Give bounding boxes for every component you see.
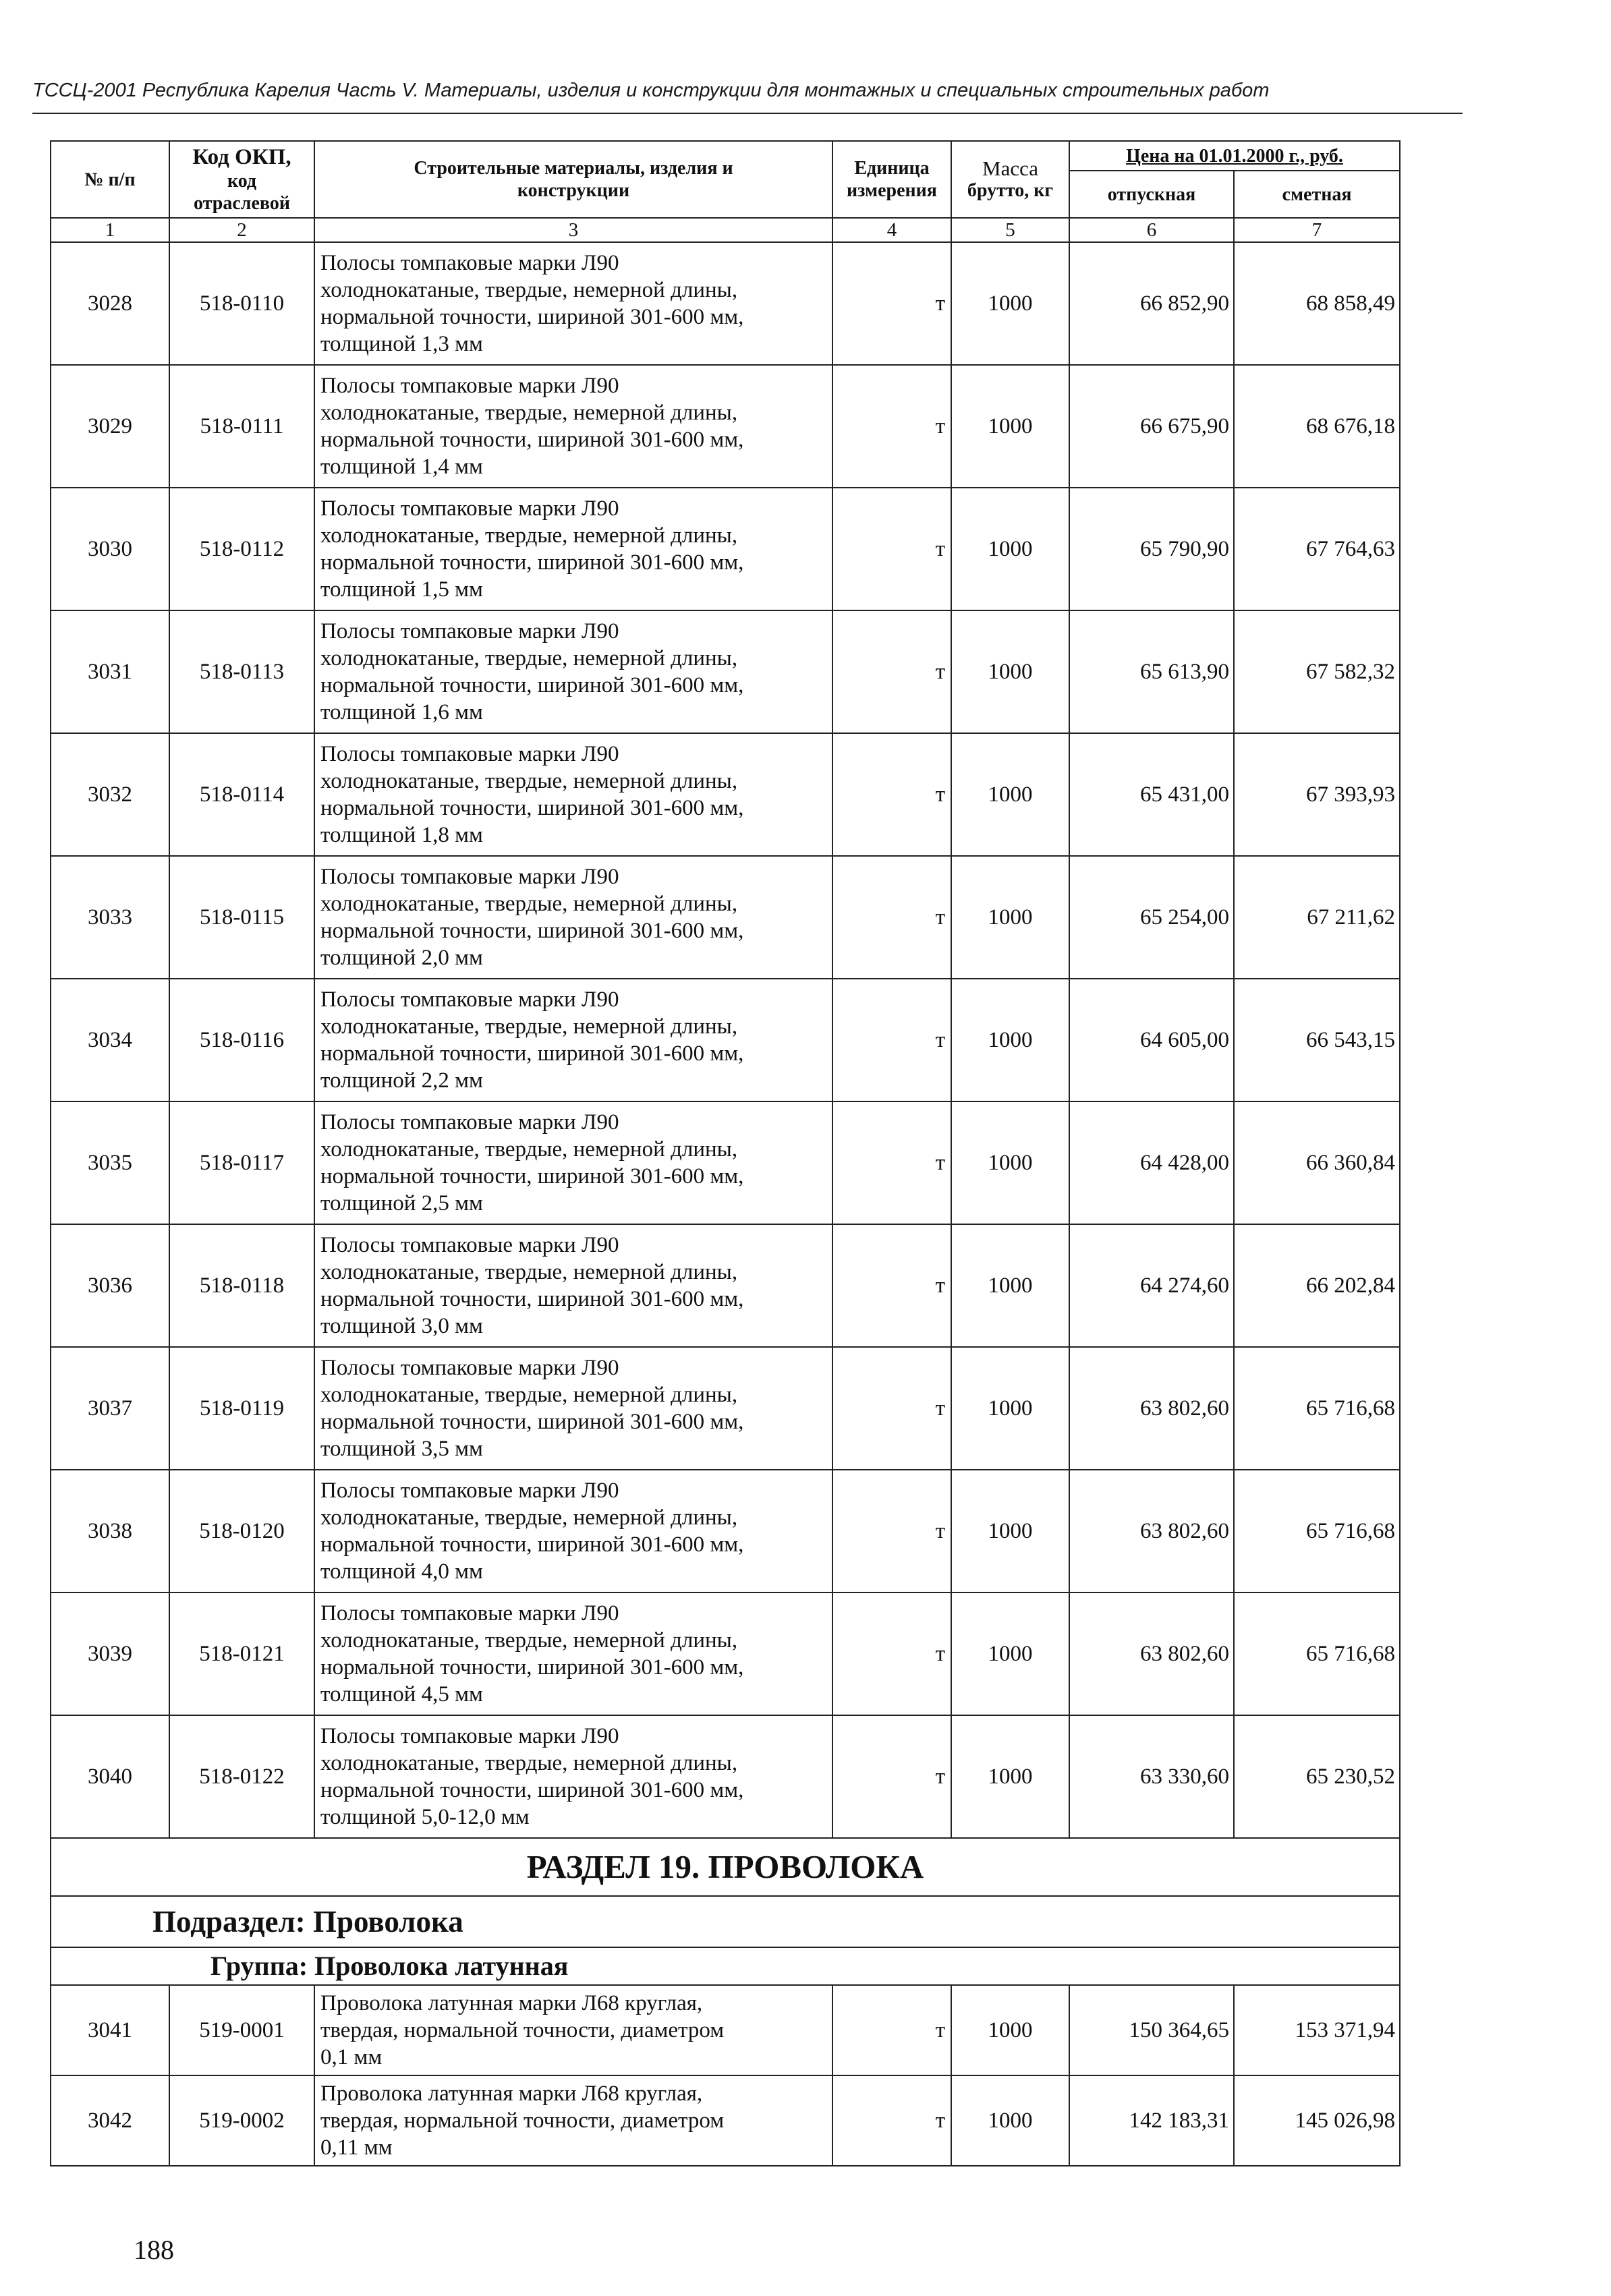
table-row [51, 1470, 1400, 1592]
row-mass: 1000 [951, 365, 1069, 488]
row-code: 518-0111 [169, 365, 314, 488]
row-code: 518-0122 [169, 1715, 314, 1838]
row-unit: т [832, 856, 951, 979]
row-price-estimate: 65 716,68 [1234, 1470, 1400, 1592]
table-row [51, 365, 1400, 488]
row-code: 519-0001 [169, 1985, 314, 2075]
description-line: холоднокатаные, твердые, немерной длины, [320, 1505, 738, 1530]
header-code [169, 141, 314, 218]
row-price-estimate: 66 202,84 [1234, 1224, 1400, 1347]
row-description [314, 1101, 832, 1224]
row-number: 3038 [51, 1470, 169, 1592]
row-unit: т [832, 1592, 951, 1715]
table-row [51, 1715, 1400, 1838]
row-mass: 1000 [951, 1224, 1069, 1347]
header-mass [951, 141, 1069, 218]
page-number: 188 [134, 2235, 174, 2265]
row-price-release: 63 802,60 [1069, 1470, 1234, 1592]
description-line: холоднокатаные, твердые, немерной длины, [320, 1014, 738, 1039]
row-price-estimate: 65 230,52 [1234, 1715, 1400, 1838]
row-mass: 1000 [951, 2075, 1069, 2166]
row-description [314, 488, 832, 610]
row-unit: т [832, 1470, 951, 1592]
row-price-release: 63 330,60 [1069, 1715, 1234, 1838]
description-line: Полосы томпаковые марки Л90 [320, 742, 619, 766]
row-code: 519-0002 [169, 2075, 314, 2166]
row-mass: 1000 [951, 488, 1069, 610]
row-code: 518-0115 [169, 856, 314, 979]
row-description [314, 1985, 832, 2075]
row-description [314, 1347, 832, 1470]
table-row [51, 1224, 1400, 1347]
description-line: Полосы томпаковые марки Л90 [320, 987, 619, 1012]
row-number: 3040 [51, 1715, 169, 1838]
description-line: 0,1 мм [320, 2045, 383, 2069]
description-line: нормальной точности, шириной 301-600 мм, [320, 428, 744, 452]
header-code-line: Код ОКП, [192, 145, 291, 169]
description-line: Полосы томпаковые марки Л90 [320, 865, 619, 889]
group-title: Группа: Проволока латунная [51, 1947, 1400, 1985]
row-unit: т [832, 1224, 951, 1347]
row-unit: т [832, 242, 951, 365]
row-description [314, 610, 832, 733]
description-line: нормальной точности, шириной 301-600 мм, [320, 919, 744, 943]
description-line: холоднокатаные, твердые, немерной длины, [320, 1137, 738, 1161]
table-row [51, 733, 1400, 856]
description-line: толщиной 3,0 мм [320, 1314, 483, 1338]
row-mass: 1000 [951, 1347, 1069, 1470]
row-price-estimate: 67 582,32 [1234, 610, 1400, 733]
row-price-release: 65 254,00 [1069, 856, 1234, 979]
description-line: толщиной 2,2 мм [320, 1068, 483, 1093]
group-row [51, 1947, 1400, 1985]
row-number: 3028 [51, 242, 169, 365]
row-mass: 1000 [951, 979, 1069, 1101]
description-line: Полосы томпаковые марки Л90 [320, 1724, 619, 1748]
row-description [314, 1224, 832, 1347]
row-description [314, 2075, 832, 2166]
header-material-line: Строительные материалы, изделия и [414, 158, 733, 179]
description-line: холоднокатаные, твердые, немерной длины, [320, 1260, 738, 1284]
table-row [51, 610, 1400, 733]
table-row [51, 1985, 1400, 2075]
description-line: толщиной 1,3 мм [320, 332, 483, 356]
header-unit-line: Единица [854, 158, 930, 179]
description-line: холоднокатаные, твердые, немерной длины, [320, 401, 738, 425]
row-unit: т [832, 2075, 951, 2166]
row-code: 518-0120 [169, 1470, 314, 1592]
header-price: Цена на 01.01.2000 г., руб. [1069, 141, 1400, 171]
description-line: холоднокатаные, твердые, немерной длины, [320, 1751, 738, 1775]
row-unit: т [832, 1985, 951, 2075]
header-unit [832, 141, 951, 218]
row-price-release: 65 431,00 [1069, 733, 1234, 856]
column-number: 6 [1069, 218, 1234, 242]
row-price-estimate: 67 393,93 [1234, 733, 1400, 856]
section-block [51, 1838, 1400, 1985]
column-number: 3 [314, 218, 832, 242]
description-line: холоднокатаные, твердые, немерной длины, [320, 278, 738, 302]
row-price-estimate: 67 211,62 [1234, 856, 1400, 979]
description-line: толщиной 5,0-12,0 мм [320, 1805, 530, 1829]
table-row [51, 856, 1400, 979]
description-line: холоднокатаные, твердые, немерной длины, [320, 1628, 738, 1653]
row-mass: 1000 [951, 1715, 1069, 1838]
page-header: ТССЦ-2001 Республика Карелия Часть V. Материалы, изделия и конструкции для монтажных и специальных строительных работ [32, 80, 1270, 101]
row-code: 518-0113 [169, 610, 314, 733]
description-line: толщиной 1,6 мм [320, 700, 483, 724]
description-line: твердая, нормальной точности, диаметром [320, 2018, 725, 2042]
row-price-release: 65 613,90 [1069, 610, 1234, 733]
row-code: 518-0112 [169, 488, 314, 610]
subsection-row [51, 1896, 1400, 1947]
table-row [51, 1592, 1400, 1715]
row-price-release: 64 274,60 [1069, 1224, 1234, 1347]
description-line: Полосы томпаковые марки Л90 [320, 1356, 619, 1380]
row-mass: 1000 [951, 1101, 1069, 1224]
row-price-release: 142 183,31 [1069, 2075, 1234, 2166]
description-line: твердая, нормальной точности, диаметром [320, 2108, 725, 2133]
section-title: РАЗДЕЛ 19. ПРОВОЛОКА [51, 1838, 1400, 1896]
column-number: 5 [951, 218, 1069, 242]
description-line: нормальной точности, шириной 301-600 мм, [320, 1655, 744, 1680]
description-line: Полосы томпаковые марки Л90 [320, 1110, 619, 1135]
description-line: нормальной точности, шириной 301-600 мм, [320, 1532, 744, 1557]
row-price-estimate: 68 676,18 [1234, 365, 1400, 488]
row-price-release: 64 428,00 [1069, 1101, 1234, 1224]
description-line: толщиной 1,4 мм [320, 455, 483, 479]
description-line: Полосы томпаковые марки Л90 [320, 619, 619, 643]
description-line: толщиной 3,5 мм [320, 1437, 483, 1461]
row-price-estimate: 145 026,98 [1234, 2075, 1400, 2166]
row-code: 518-0119 [169, 1347, 314, 1470]
rows-brass-strips [51, 242, 1400, 1838]
section-row [51, 1838, 1400, 1896]
description-line: нормальной точности, шириной 301-600 мм, [320, 1778, 744, 1802]
row-number: 3039 [51, 1592, 169, 1715]
header-material [314, 141, 832, 218]
row-number: 3041 [51, 1985, 169, 2075]
row-mass: 1000 [951, 856, 1069, 979]
row-price-release: 66 675,90 [1069, 365, 1234, 488]
description-line: холоднокатаные, твердые, немерной длины, [320, 1383, 738, 1407]
description-line: холоднокатаные, твердые, немерной длины, [320, 892, 738, 916]
description-line: Полосы томпаковые марки Л90 [320, 251, 619, 275]
column-number: 2 [169, 218, 314, 242]
row-number: 3030 [51, 488, 169, 610]
description-line: толщиной 2,5 мм [320, 1191, 483, 1215]
header-num: № п/п [51, 141, 169, 218]
description-line: толщиной 1,8 мм [320, 823, 483, 847]
description-line: нормальной точности, шириной 301-600 мм, [320, 1410, 744, 1434]
description-line: Полосы томпаковые марки Л90 [320, 374, 619, 398]
row-code: 518-0116 [169, 979, 314, 1101]
subsection-title: Подраздел: Проволока [51, 1896, 1400, 1947]
header-material-line: конструкции [517, 180, 630, 201]
row-price-estimate: 66 360,84 [1234, 1101, 1400, 1224]
row-description [314, 733, 832, 856]
row-unit: т [832, 610, 951, 733]
row-unit: т [832, 1101, 951, 1224]
row-mass: 1000 [951, 733, 1069, 856]
row-number: 3035 [51, 1101, 169, 1224]
description-line: Проволока латунная марки Л68 круглая, [320, 1991, 703, 2015]
column-number: 7 [1234, 218, 1400, 242]
description-line: нормальной точности, шириной 301-600 мм, [320, 305, 744, 329]
row-description [314, 1592, 832, 1715]
row-number: 3031 [51, 610, 169, 733]
description-line: толщиной 2,0 мм [320, 946, 483, 970]
row-number: 3032 [51, 733, 169, 856]
row-number: 3033 [51, 856, 169, 979]
row-price-release: 63 802,60 [1069, 1347, 1234, 1470]
row-code: 518-0114 [169, 733, 314, 856]
header-code-line: отраслевой [194, 193, 290, 214]
row-unit: т [832, 365, 951, 488]
header-price-estimate: сметная [1234, 171, 1400, 218]
row-number: 3034 [51, 979, 169, 1101]
row-code: 518-0117 [169, 1101, 314, 1224]
description-line: холоднокатаные, твердые, немерной длины, [320, 769, 738, 793]
header-row [51, 141, 1400, 171]
row-price-estimate: 68 858,49 [1234, 242, 1400, 365]
row-number: 3029 [51, 365, 169, 488]
description-line: толщиной 4,5 мм [320, 1682, 483, 1706]
description-line: нормальной точности, шириной 301-600 мм, [320, 673, 744, 697]
row-number: 3037 [51, 1347, 169, 1470]
description-line: 0,11 мм [320, 2135, 393, 2160]
header-code-line: код [227, 171, 257, 192]
table-row [51, 1347, 1400, 1470]
header-rule [32, 113, 1463, 114]
header-mass-line: брутто, кг [967, 180, 1054, 201]
row-price-release: 66 852,90 [1069, 242, 1234, 365]
description-line: Полосы томпаковые марки Л90 [320, 1601, 619, 1626]
row-unit: т [832, 488, 951, 610]
row-price-estimate: 66 543,15 [1234, 979, 1400, 1101]
row-mass: 1000 [951, 1470, 1069, 1592]
row-code: 518-0110 [169, 242, 314, 365]
row-description [314, 856, 832, 979]
row-price-estimate: 65 716,68 [1234, 1592, 1400, 1715]
row-unit: т [832, 1715, 951, 1838]
row-code: 518-0121 [169, 1592, 314, 1715]
description-line: холоднокатаные, твердые, немерной длины, [320, 523, 738, 548]
description-line: нормальной точности, шириной 301-600 мм, [320, 1041, 744, 1066]
description-line: Полосы томпаковые марки Л90 [320, 1233, 619, 1257]
row-description [314, 979, 832, 1101]
row-unit: т [832, 979, 951, 1101]
price-table [50, 140, 1401, 2166]
description-line: толщиной 1,5 мм [320, 577, 483, 602]
row-unit: т [832, 1347, 951, 1470]
description-line: толщиной 4,0 мм [320, 1559, 483, 1584]
header-unit-line: измерения [847, 180, 937, 201]
description-line: нормальной точности, шириной 301-600 мм, [320, 1164, 744, 1188]
row-number: 3042 [51, 2075, 169, 2166]
description-line: нормальной точности, шириной 301-600 мм, [320, 550, 744, 575]
row-price-estimate: 67 764,63 [1234, 488, 1400, 610]
row-price-release: 150 364,65 [1069, 1985, 1234, 2075]
description-line: нормальной точности, шириной 301-600 мм, [320, 796, 744, 820]
row-unit: т [832, 733, 951, 856]
description-line: холоднокатаные, твердые, немерной длины, [320, 646, 738, 670]
column-number-row [51, 218, 1400, 242]
row-mass: 1000 [951, 242, 1069, 365]
column-number: 4 [832, 218, 951, 242]
header-price-release: отпускная [1069, 171, 1234, 218]
table-row [51, 242, 1400, 365]
header-mass-line: Масса [982, 156, 1038, 180]
row-price-estimate: 65 716,68 [1234, 1347, 1400, 1470]
row-description [314, 1470, 832, 1592]
row-description [314, 242, 832, 365]
description-line: Полосы томпаковые марки Л90 [320, 1479, 619, 1503]
row-number: 3036 [51, 1224, 169, 1347]
row-code: 518-0118 [169, 1224, 314, 1347]
row-description [314, 365, 832, 488]
table-row [51, 488, 1400, 610]
table-row [51, 1101, 1400, 1224]
row-mass: 1000 [951, 610, 1069, 733]
description-line: Полосы томпаковые марки Л90 [320, 496, 619, 521]
table-row [51, 2075, 1400, 2166]
column-number: 1 [51, 218, 169, 242]
row-price-release: 64 605,00 [1069, 979, 1234, 1101]
rows-brass-wire [51, 1985, 1400, 2166]
row-price-release: 65 790,90 [1069, 488, 1234, 610]
row-description [314, 1715, 832, 1838]
row-mass: 1000 [951, 1592, 1069, 1715]
row-price-estimate: 153 371,94 [1234, 1985, 1400, 2075]
description-line: нормальной точности, шириной 301-600 мм, [320, 1287, 744, 1311]
table-row [51, 979, 1400, 1101]
row-price-release: 63 802,60 [1069, 1592, 1234, 1715]
row-mass: 1000 [951, 1985, 1069, 2075]
description-line: Проволока латунная марки Л68 круглая, [320, 2082, 703, 2106]
